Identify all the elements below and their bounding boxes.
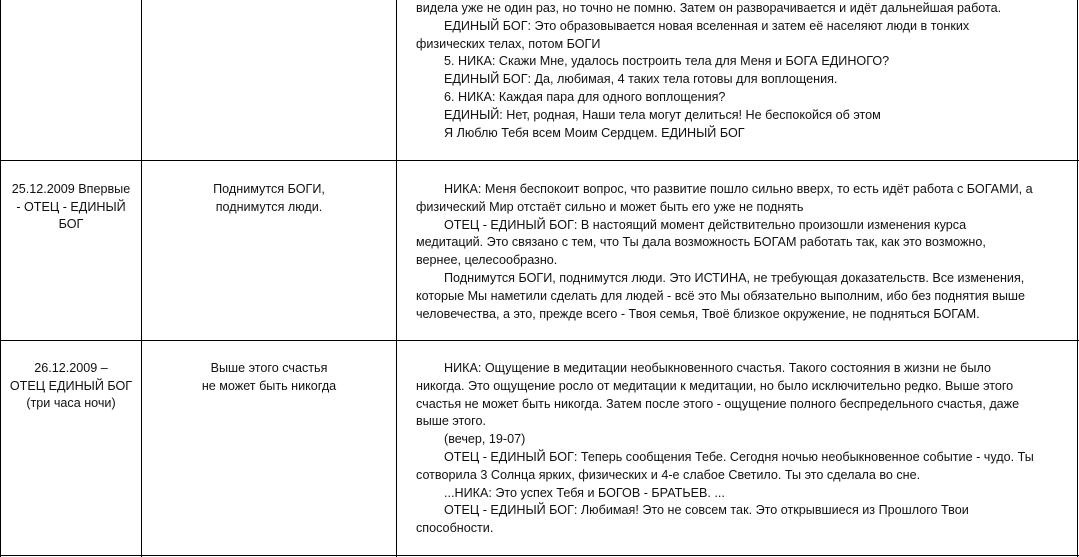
table-border-right bbox=[1077, 0, 1078, 557]
text-line: физический Мир отстаёт сильно и может быть его уже не поднять bbox=[416, 199, 804, 214]
title-line: поднимутся люди. bbox=[215, 199, 323, 214]
text-line: ОТЕЦ - ЕДИНЫЙ БОГ: Любимая! Это не совсем так. Это открывшиеся из Прошлого Твои bbox=[444, 503, 969, 518]
text-line: НИКА: Ощущение в медитации необыкновенного счастья. Такого состояния в жизни не было bbox=[444, 361, 991, 375]
date-line: - ОТЕЦ - ЕДИНЫЙ bbox=[16, 199, 126, 214]
text-line: видела уже не один раз, но точно не помню. Затем он разворачивается и идёт дальнейшая работа. bbox=[416, 1, 1002, 15]
row-3-date-cell bbox=[2, 360, 140, 413]
text-line: никогда. Это ощущение росло от медитации к медитации, но было исключительно редко. Выше этого bbox=[416, 378, 1014, 393]
text-line: ЕДИНЫЙ БОГ: Это образовывается новая вселенная и затем её населяют люди в тонких bbox=[444, 18, 970, 33]
text-line: способности. bbox=[416, 521, 494, 536]
row-2-title-cell bbox=[143, 181, 395, 216]
text-line: Я Люблю Тебя всем Моим Сердцем. ЕДИНЫЙ БОГ bbox=[444, 125, 745, 140]
date-line: БОГ bbox=[58, 217, 84, 231]
text-line: вернее, целесообразно. bbox=[416, 253, 558, 268]
text-line: физических телах, потом БОГИ bbox=[416, 36, 601, 51]
table-border-bottom bbox=[0, 555, 1079, 556]
text-line: ОТЕЦ - ЕДИНЫЙ БОГ: Теперь сообщения Тебе. Сегодня ночью необыкновенное событие - чудо. Ты bbox=[444, 449, 1034, 464]
title-line: Выше этого счастья bbox=[210, 361, 328, 375]
text-line: ...НИКА: Это успех Тебя и БОГОВ - БРАТЬЕВ. ... bbox=[444, 485, 725, 500]
date-line: 25.12.2009 Впервые bbox=[11, 182, 131, 196]
date-line: 26.12.2009 – bbox=[34, 361, 108, 375]
text-line: счастья не может быть никогда. Затем после этого - ощущение полного беспредельного счастья, даже bbox=[416, 396, 1020, 411]
text-line: Поднимутся БОГИ, поднимутся люди. Это ИСТИНА, не требующая доказательств. Все изменения, bbox=[444, 270, 1025, 285]
title-line: Поднимутся БОГИ, bbox=[213, 182, 325, 196]
table-border-left bbox=[0, 0, 1, 557]
column-divider-2 bbox=[396, 0, 397, 557]
text-line: (вечер, 19-07) bbox=[444, 432, 526, 447]
column-divider-1 bbox=[141, 0, 142, 557]
row-3-title-cell bbox=[143, 360, 395, 395]
date-line: ОТЕЦ ЕДИНЫЙ БОГ bbox=[9, 378, 133, 393]
row-divider-2 bbox=[0, 340, 1079, 341]
row-1-text-cell bbox=[416, 0, 1071, 142]
text-line: которые Мы наметили сделать для людей - всё это Мы обязательно выполним, ибо без поднятия выше bbox=[416, 288, 1025, 303]
row-2-date-cell bbox=[2, 181, 140, 234]
title-line: не может быть никогда bbox=[201, 378, 337, 393]
row-3-text-cell bbox=[416, 360, 1071, 538]
text-line: медитаций. Это связано с тем, что Ты дала возможность БОГАМ работать так, как это возможно, bbox=[416, 235, 986, 250]
text-line: ЕДИНЫЙ: Нет, родная, Наши тела могут делиться! Не беспокойся об этом bbox=[444, 107, 881, 122]
text-line: сотворила 3 Солнца ярких, физических и 4-е слабое Светило. Ты это сделала во сне. bbox=[416, 467, 921, 482]
text-line: НИКА: Меня беспокоит вопрос, что развитие пошло сильно вверх, то есть идёт работа с БОГАМИ, а bbox=[444, 182, 1033, 196]
text-line: ЕДИНЫЙ БОГ: Да, любимая, 4 таких тела готовы для воплощения. bbox=[444, 72, 838, 87]
text-line: человечества, а это, прежде всего - Твоя семья, Твоё близкое окружение, не подняться БОГАМ. bbox=[416, 306, 980, 321]
row-divider-1 bbox=[0, 160, 1079, 161]
date-line: (три часа ночи) bbox=[26, 396, 116, 410]
text-line: ОТЕЦ - ЕДИНЫЙ БОГ: В настоящий момент действительно произошли изменения курса bbox=[444, 217, 967, 232]
row-2-text-cell bbox=[416, 181, 1071, 323]
text-line: 5. НИКА: Скажи Мне, удалось построить тела для Меня и БОГА ЕДИНОГО? bbox=[444, 54, 890, 69]
text-line: выше этого. bbox=[416, 414, 486, 429]
text-line: 6. НИКА: Каждая пара для одного воплощения? bbox=[444, 89, 726, 104]
